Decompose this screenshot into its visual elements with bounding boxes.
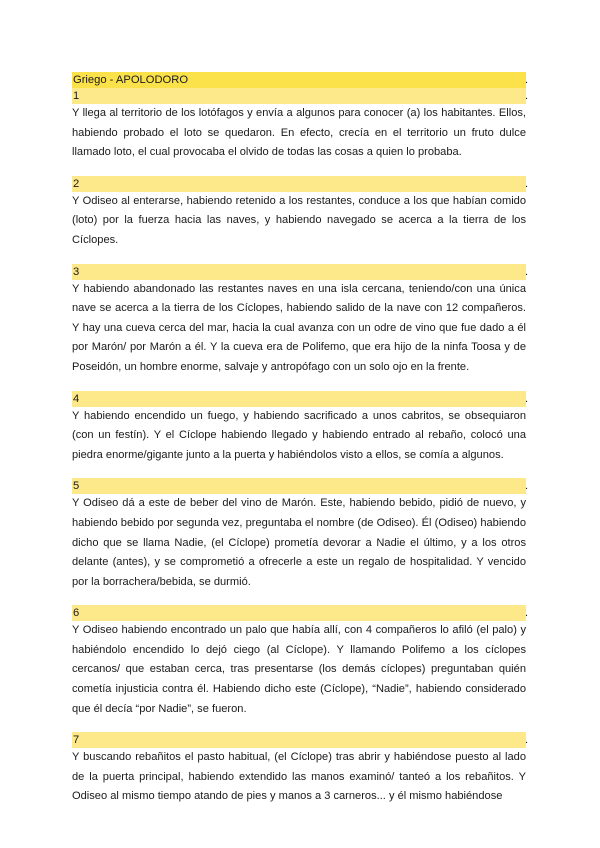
section-number-bar (72, 391, 526, 407)
section (72, 88, 526, 163)
section-text: Y Odiseo habiendo encontrado un palo que había allí, con 4 compañeros lo afiló (el palo) y habiéndolo encendido lo dejó ciego (al Cíclope). Y llamando Polifemo a los cíclopes cercanos/ que estaban cerca, tras presentarse (los demás cíclopes) preguntaban quién cometía injusticia contra él. Habiendo dicho este (Cíclope), “Nadie”, habiendo considerado que él decía “por Nadie”, se fueron. (72, 624, 526, 715)
line-end-dot: . (524, 74, 528, 86)
line-end-dot: . (524, 177, 528, 190)
section-number-bar (72, 264, 526, 280)
section-text: Y habiendo encendido un fuego, y habiendo sacrificado a unos cabritos, se obsequiaron (con un festín). Y el Cíclope habiendo llegado y habiendo entrado al rebaño, colocó una piedra enorme/gigante junto a la puerta y habiéndolos visto a ellos, se comía a algunos. (72, 409, 526, 461)
section-number-bar (72, 732, 526, 748)
document-content (72, 72, 526, 820)
title-bar (72, 72, 526, 88)
section-number: 6 (73, 607, 80, 620)
section-number-bar (72, 605, 526, 621)
section-text: Y buscando rebañitos el pasto habitual, (el Cíclope) tras abrir y habiéndose puesto al lado de la puerta principal, habiendo extendido las manos examinó/ tanteó a los rebañitos. Y Odiseo al mismo tiempo atando de pies y manos a 3 carneros... y él mismo habiéndose (72, 751, 526, 803)
section (72, 605, 526, 719)
section-text: Y llega al territorio de los lotófagos y envía a algunos para conocer (a) los habitantes. Ellos, habiendo probado el loto se quedaron. En efecto, crecía en el territorio un fruto dulce llamado loto, el cual provocaba el olvido de todas las cosas a quien lo probaba. (72, 107, 526, 159)
section-text: Y Odiseo dá a este de beber del vino de Marón. Este, habiendo bebido, pidió de nuevo, y habiendo bebido por segunda vez, preguntaba el nombre (de Odiseo). Él (Odiseo) habiendo dicho que se llama Nadie, (el Cíclope) prometía devorar a Nadie el último, y a los otros delante (antes), y se comprometió a ofrecerle a este un regalo de hospitalidad. Y vencido por la borrachera/bebida, se durmió. (72, 497, 526, 588)
line-end-dot: . (524, 480, 528, 493)
section-number: 3 (73, 265, 80, 278)
section-number-bar (72, 478, 526, 494)
section-number-bar (72, 176, 526, 192)
section (72, 478, 526, 592)
section (72, 176, 526, 251)
section (72, 391, 526, 466)
section-number: 2 (73, 177, 80, 190)
line-end-dot: . (524, 265, 528, 278)
section-number: 5 (73, 480, 80, 493)
section-number: 4 (73, 392, 80, 405)
line-end-dot: . (524, 734, 528, 747)
section-number: 7 (73, 734, 80, 747)
section-text: Y habiendo abandonado las restantes naves en una isla cercana, teniendo/con una única nave se acerca a la tierra de los Cíclopes, habiendo salido de la nave con 12 compañeros. Y hay una cueva cerca del mar, hacia la cual avanza con un odre de vino que fue dado a él por Marón/ por Marón a él. Y la cueva era de Polifemo, que era hijo de la ninfa Toosa y de Poseidón, un hombre enorme, salvaje y antropófago con un solo ojo en la frente. (72, 282, 526, 373)
section (72, 732, 526, 807)
line-end-dot: . (524, 90, 528, 102)
line-end-dot: . (524, 607, 528, 620)
section-number: 1 (73, 90, 80, 102)
section-text: Y Odiseo al enterarse, habiendo retenido a los restantes, conduce a los que habían comido (loto) por la fuerza hacia las naves, y habiendo navegado se acerca a la tierra de los Cíclopes. (72, 194, 526, 246)
section (72, 264, 526, 378)
line-end-dot: . (524, 392, 528, 405)
page-title: Griego - APOLODORO (73, 74, 189, 86)
section-number-bar (72, 88, 526, 104)
